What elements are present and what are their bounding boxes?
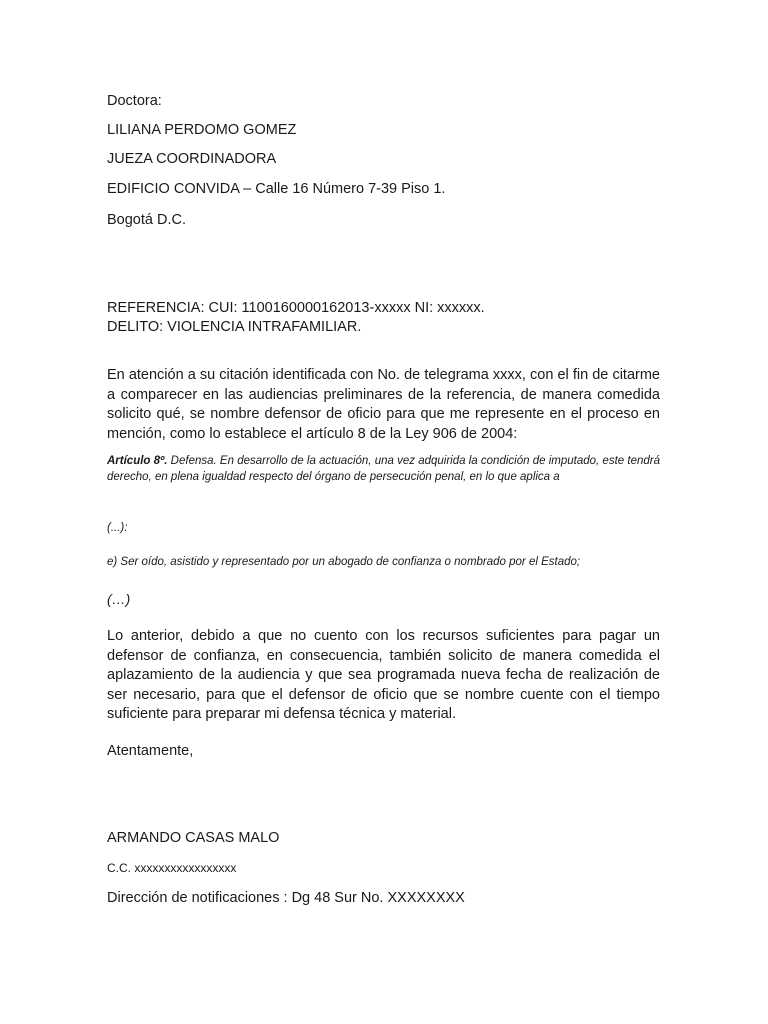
notification-address: Dirección de notificaciones : Dg 48 Sur No. XXXXXXXX: [107, 890, 465, 906]
recipient-name: LILIANA PERDOMO GOMEZ: [107, 122, 297, 138]
body-paragraph-2: Lo anterior, debido a que no cuento con los recursos suficientes para pagar un defensor de confianza, en consecuencia, también solicito de manera comedida el aplazamiento de la audiencia y que sea programada nueva fecha de realización de ser necesario, para que el defensor de oficio que se nombre cuente con el tiempo suficiente para preparar mi defensa técnica y material.: [107, 628, 660, 722]
signer-id: C.C. xxxxxxxxxxxxxxxxx: [107, 861, 237, 875]
ellipsis-1: (...):: [107, 522, 128, 534]
offense-line: DELITO: VIOLENCIA INTRAFAMILIAR.: [107, 319, 362, 335]
reference-line: REFERENCIA: CUI: 1100160000162013-xxxxx NI: xxxxxx.: [107, 300, 485, 316]
recipient-address: EDIFICIO CONVIDA – Calle 16 Número 7-39 Piso 1.: [107, 181, 446, 197]
closing-salutation: Atentamente,: [107, 743, 194, 759]
recipient-position: JUEZA COORDINADORA: [107, 151, 277, 167]
body-paragraph-1: En atención a su citación identificada con No. de telegrama xxxx, con el fin de citarme a comparecer en las audiencias preliminares de la referencia, de manera comedida solicito qué, se nombre defensor de oficio para que me represente en el proceso en mención, como lo establece el artículo 8 de la Ley 906 de 2004:: [107, 367, 660, 442]
article-item-e: e) Ser oído, asistido y representado por un abogado de confianza o nombrado por el Estado;: [107, 556, 581, 568]
article-text: Defensa. En desarrollo de la actuación, una vez adquirida la condición de imputado, este tendrá derecho, en plena igualdad respecto del órgano de persecución penal, en lo que aplica a: [107, 455, 660, 483]
ellipsis-2: (…): [107, 591, 131, 607]
recipient-city: Bogotá D.C.: [107, 212, 186, 228]
article-citation: [107, 454, 660, 485]
signer-name: ARMANDO CASAS MALO: [107, 830, 280, 846]
salutation: Doctora:: [107, 93, 162, 109]
article-title: Artículo 8º.: [107, 455, 168, 467]
